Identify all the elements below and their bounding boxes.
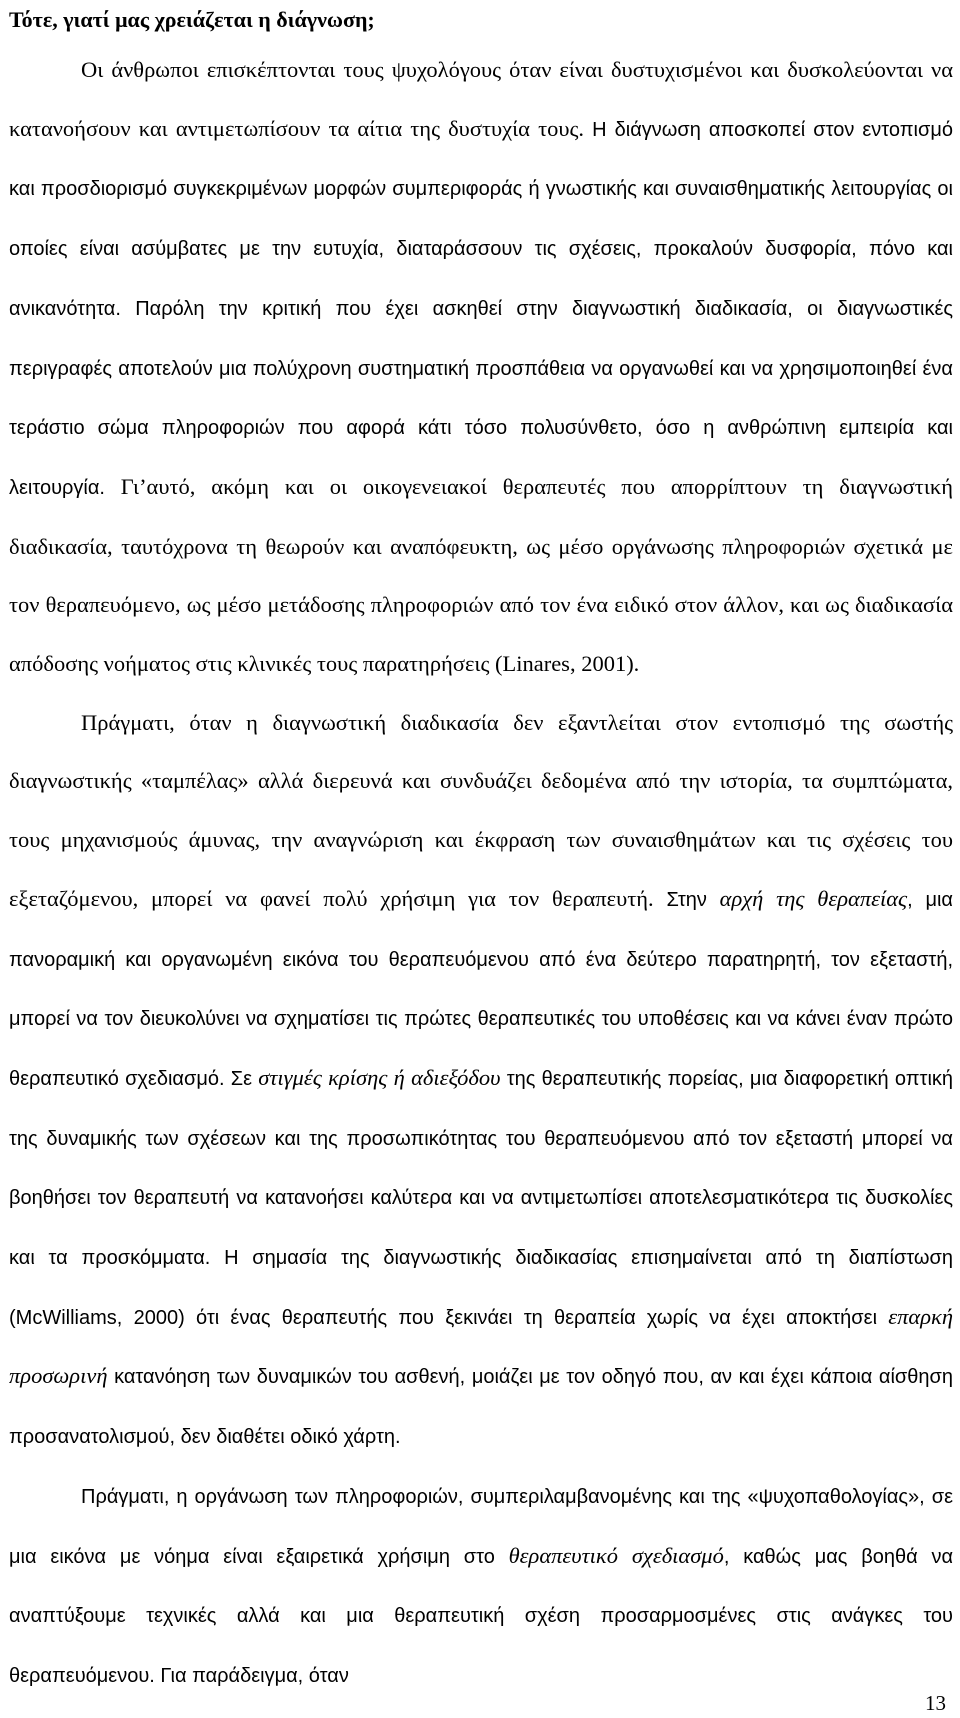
paragraph-2-run-1: Πράγματι, όταν η διαγνωστική διαδικασία δεν εξαντλείται στον εντοπισμό της σωστής διαγνωστικής «ταμπέλας» αλλά διερευνά και συνδυάζει δεδομένα από την ιστορία, τα συμπτώματα, τους μηχανισμούς άμυνας, την αναγνώριση και έκφραση των συναισθημάτων και τις σχέσεις του εξεταζόμενου, μπορεί να φανεί πολύ χρήσιμη για τον θεραπευτή. [9, 709, 953, 911]
paragraph-3-run-1: Πράγματι, η οργάνωση των πληροφοριών, συμπεριλαμβανομένης και της «ψυχοπαθολογίας», σε μια εικόνα με νόημα είναι εξαιρετικά χρήσιμη στο [9, 1485, 953, 1568]
paragraph-1-run-3: Γι’αυτό, ακόμη και οι οικογενειακοί θεραπευτές που απορρίπτουν τη διαγνωστική διαδικασία, ταυτόχρονα τη θεωρούν και αναπόφευκτη, ως μέσο οργάνωσης πληροφοριών σχετικά με τον θεραπευόμενο, ως μέσο μετάδοσης πληροφοριών από τον ένα ειδικό στον άλλον, και ως διαδικασία απόδοσης νοήματος στις κλινικές τους παρατηρήσεις (Linares, 2001). [9, 473, 953, 677]
paragraph-2 [9, 694, 953, 1467]
paragraph-1-run-2: Η διάγνωση αποσκοπεί στον εντοπισμό και προσδιορισμό συγκεκριμένων μορφών συμπεριφοράς ή γνωστικής και συναισθηματικής λειτουργίας οι οποίες είναι ασύμβατες με την ευτυχία, διαταράσσουν τις σχέσεις, προκαλούν δυσφορία, πόνο και ανικανότητα. Παρόλη την κριτική που έχει ασκηθεί στην διαγνωστική διαδικασία, οι διαγνωστικές περιγραφές αποτελούν μια πολύχρονη συστηματική προσπάθεια να οργανωθεί και να χρησιμοποιηθεί ένα τεράστιο σώμα πληροφοριών που αφορά κάτι τόσο πολυσύνθετο, όσο η ανθρώπινη εμπειρία και λειτουργία. [9, 118, 953, 499]
paragraph-3 [9, 1467, 953, 1706]
paragraph-3-run-3: , καθώς μας βοηθά να αναπτύξουμε τεχνικές αλλά και μια θεραπευτική σχέση προσαρμοσμένες στις ανάγκες του θεραπευόμενου. Για παράδειγμα, όταν [9, 1545, 954, 1687]
paragraph-2-run-3-italic: αρχή της θεραπείας [719, 885, 908, 911]
paragraph-2-run-2: Στην [666, 888, 720, 911]
section-heading: Τότε, γιατί μας χρειάζεται η διάγνωση; [9, 7, 375, 32]
paragraph-2-run-7-italic: επαρκή προσωρινή [9, 1303, 953, 1389]
paragraph-2-run-4: , μια πανοραμική και οργανωμένη εικόνα του θεραπευόμενου από ένα δεύτερο παρατηρητή, τον εξεταστή, μπορεί να τον διευκολύνει να σχηματίσει τις πρώτες θεραπευτικές του υποθέσεις και να κάνει έναν πρώτο θεραπευτικό σχεδιασμό. Σε [9, 888, 953, 1090]
paragraph-3-run-2-italic: θεραπευτικό σχεδιασμό [508, 1542, 724, 1568]
paragraph-2-run-8: κατανόηση των δυναμικών του ασθενή, μοιάζει με τον οδηγό που, αν και έχει κάποια αίσθηση προσανατολισμού, δεν διαθέτει οδικό χάρτη. [9, 1366, 953, 1449]
paragraph-2-run-6: της θεραπευτικής πορείας, μια διαφορετική οπτική της δυναμικής των σχέσεων και της προσωπικότητας του θεραπευόμενου από τον εξεταστή μπορεί να βοηθήσει τον θεραπευτή να κατανοήσει καλύτερα και να αντιμετωπίσει αποτελεσματικότερα τις δυσκολίες και τα προσκόμματα. Η σημασία της διαγνωστικής διαδικασίας επισημαίνεται από τη διαπίστωση (McWilliams, 2000) ότι ένας θεραπευτής που ξεκινάει τη θεραπεία χωρίς να έχει αποκτήσει [9, 1067, 954, 1329]
paragraph-1 [9, 41, 953, 694]
paragraph-1-run-1: Οι άνθρωποι επισκέπτονται τους ψυχολόγους όταν είναι δυστυχισμένοι και δυσκολεύονται να κατανοήσουν και αντιμετωπίσουν τα αίτια της δυστυχία τους. [9, 57, 953, 141]
paragraph-2-run-5-italic: στιγμές κρίσης ή αδιεξόδου [258, 1064, 501, 1090]
document-page [9, 0, 953, 1706]
page-number: 13 [925, 1691, 946, 1715]
